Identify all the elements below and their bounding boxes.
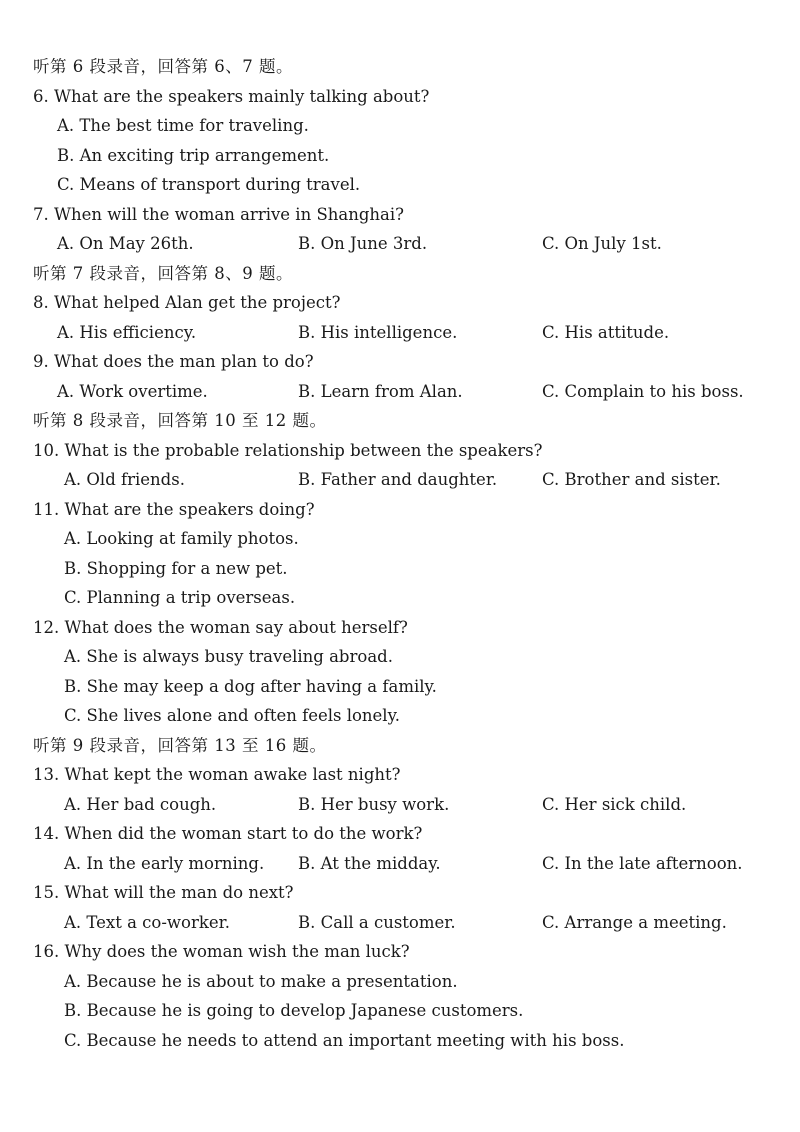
answer-option: A. Looking at family photos. [64,529,299,548]
answer-option: C. Planning a trip overseas. [64,588,296,607]
answer-option: B. Father and daughter. [298,470,498,489]
answer-option: A. Because he is about to make a presentation. [64,971,458,991]
options-row [0,229,800,259]
answer-option: C. Arrange a meeting. [542,912,727,932]
question-stem: 10. What is the probable relationship between the speakers? [33,440,543,460]
answer-option: C. In the late afternoon. [542,853,743,873]
question [0,937,800,1055]
answer-option: A. Her bad cough. [64,794,217,814]
listening-section [0,731,800,1056]
listening-section [0,259,800,407]
options-row [0,465,800,495]
section-heading: 听第 8 段录音，回答第 10 至 12 题。 [33,411,327,430]
question-stem: 14. When did the woman start to do the work? [33,824,423,843]
question [0,347,800,406]
question [0,436,800,495]
question [0,82,800,200]
answer-option: B. Learn from Alan. [298,381,463,401]
answer-option: C. His attitude. [542,322,670,342]
answer-option: B. On June 3rd. [298,234,428,253]
answer-option: B. His intelligence. [298,322,458,342]
question-stem: 6. What are the speakers mainly talking about? [33,86,430,106]
question-stem: 16. Why does the woman wish the man luck? [33,942,410,961]
answer-option: B. Her busy work. [298,794,450,814]
answer-option: C. She lives alone and often feels lonely. [64,706,400,725]
answer-option: C. On July 1st. [542,234,662,253]
answer-option: A. On May 26th. [57,234,194,253]
answer-option: B. Because he is going to develop Japanese customers. [64,1001,524,1020]
section-heading: 听第 9 段录音，回答第 13 至 16 题。 [33,735,327,755]
answer-option: B. Call a customer. [298,912,456,932]
options-row [0,849,800,879]
question-stem: 12. What does the woman say about herself? [33,617,408,637]
question [0,613,800,731]
answer-option: C. Means of transport during travel. [57,175,361,194]
question-stem: 15. What will the man do next? [33,883,294,902]
section-heading: 听第 7 段录音，回答第 8、9 题。 [33,263,293,283]
exam-page [0,52,800,1055]
answer-option: B. Shopping for a new pet. [64,558,288,578]
answer-option: A. The best time for traveling. [57,116,309,135]
answer-option: C. Brother and sister. [542,470,721,489]
answer-option: B. An exciting trip arrangement. [57,145,330,165]
question-stem: 13. What kept the woman awake last night? [33,765,401,784]
answer-option: A. His efficiency. [57,322,197,342]
options-row [0,790,800,820]
answer-option: A. She is always busy traveling abroad. [64,647,393,666]
answer-option: A. Work overtime. [57,381,208,401]
question [0,200,800,259]
question [0,288,800,347]
question [0,878,800,937]
answer-option: C. Because he needs to attend an important meeting with his boss. [64,1030,625,1050]
question-stem: 8. What helped Alan get the project? [33,293,341,312]
listening-section [0,52,800,259]
question [0,760,800,819]
question [0,495,800,613]
options-row [0,377,800,407]
question-stem: 9. What does the man plan to do? [33,352,314,371]
answer-option: A. Old friends. [64,470,185,489]
answer-option: A. Text a co-worker. [64,912,230,932]
answer-option: C. Her sick child. [542,794,687,814]
options-row [0,908,800,938]
question [0,819,800,878]
question-stem: 7. When will the woman arrive in Shanghai? [33,204,405,224]
answer-option: C. Complain to his boss. [542,381,744,401]
section-heading: 听第 6 段录音，回答第 6、7 题。 [33,57,293,76]
answer-option: A. In the early morning. [64,853,265,873]
question-stem: 11. What are the speakers doing? [33,499,315,519]
answer-option: B. At the midday. [298,853,441,873]
options-row [0,318,800,348]
answer-option: B. She may keep a dog after having a family. [64,676,437,696]
listening-section [0,406,800,731]
